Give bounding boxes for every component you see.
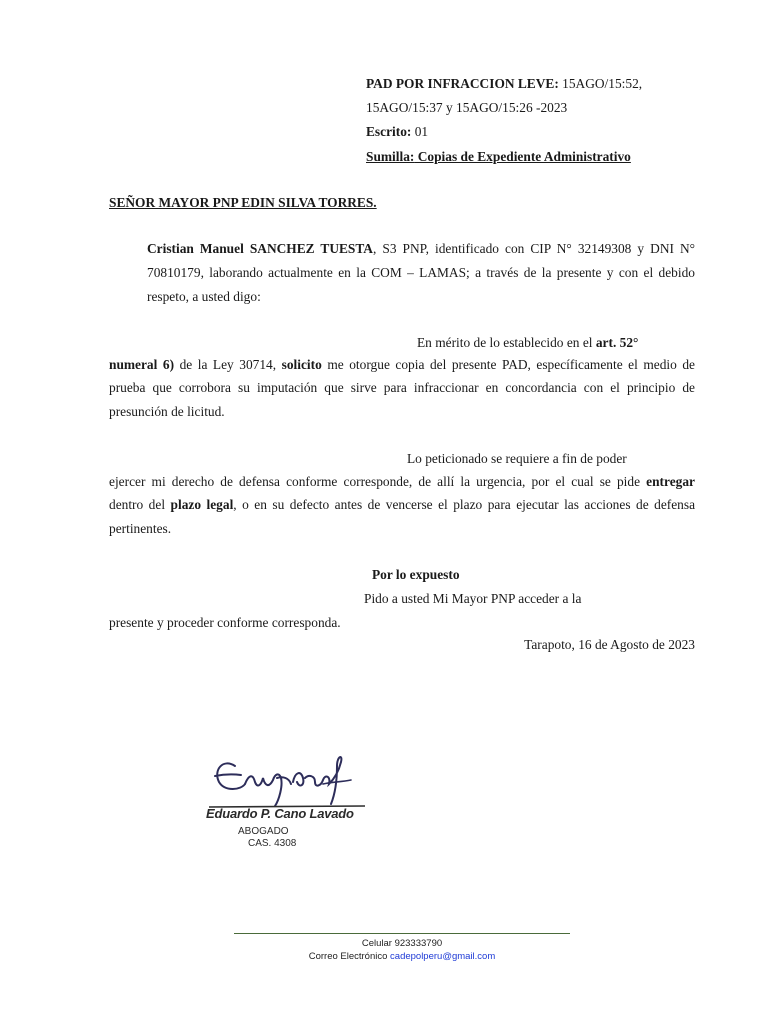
recipient-heading [109,195,377,211]
escrito-value: 01 [411,124,429,139]
author-last-name: SANCHEZ TUESTA [243,241,373,256]
footer-email-label: Correo Electrónico [308,951,391,962]
signer-name: Eduardo P. Cano Lavado [206,806,354,821]
plazo-legal: plazo legal [170,497,234,512]
pad-label: PAD POR INFRACCION LEVE: [366,76,559,91]
recipient-text: SEÑOR MAYOR PNP EDIN SILVA TORRES. [109,195,377,210]
escrito-line [366,124,428,140]
request-line-3: prueba que corrobora su imputación que sirve para infraccionar en concordancia con el principio de [109,380,695,395]
intro-line-2: 70810179, laborando actualmente en la COM – LAMAS; a través de la presente y con el debido [147,265,695,280]
urgency-line-3 [109,497,695,513]
pad-dates: 15AGO/15:52, [558,76,643,91]
urgency-line-3-pre: dentro del [109,497,171,512]
escrito-label: Escrito: [366,124,412,139]
numeral-reference: numeral 6) [109,357,175,372]
urgency-line-2 [109,474,695,490]
article-reference: art. 52° [595,335,639,350]
author-first-name: Cristian Manuel [147,241,244,256]
request-line-1 [417,335,638,351]
sumilla-line [366,149,631,165]
footer-email-link[interactable]: cadepolperu@gmail.com [390,951,496,962]
entregar-word: entregar [646,474,695,489]
urgency-line-3-text: , o en su defecto antes de vencerse el plazo para ejecutar las acciones de defensa [233,497,696,512]
request-line-2-text: me otorgue copia del presente PAD, específicamente el medio de [321,357,696,372]
request-line-2 [109,357,695,373]
signer-title: ABOGADO [238,826,289,837]
urgency-line-2-text: ejercer mi derecho de defensa conforme corresponde, de allí la urgencia, por el cual se pide [109,474,647,489]
footer-contact [234,937,570,963]
urgency-line-4: pertinentes. [109,521,172,536]
urgency-line-1: Lo peticionado se requiere a fin de poder [407,451,627,466]
closing-line-2: presente y proceder conforme corresponda. [109,615,341,630]
closing-heading [372,567,460,583]
closing-line-1: Pido a usted Mi Mayor PNP acceder a la [364,591,582,606]
closing-heading-text: Por lo expuesto [372,567,460,582]
intro-line-1 [147,241,695,257]
footer-email-line [234,950,570,963]
law-reference: de la Ley 30714, [174,357,282,372]
signer-registration: CAS. 4308 [248,838,297,849]
intro-line-1-text: , S3 PNP, identificado con CIP N° 32149308 y DNI N° [372,241,696,256]
footer-phone: Celular 923333790 [361,938,443,949]
sumilla-value: Copias de Expediente Administrativo [414,149,631,164]
footer-divider [234,933,570,934]
request-line-4: presunción de licitud. [109,404,225,419]
place-and-date: Tarapoto, 16 de Agosto de 2023 [524,637,695,652]
sumilla-label: Sumilla: [366,149,415,164]
handwritten-signature [205,748,370,810]
pad-reference [366,76,696,92]
pad-dates-continued: 15AGO/15:37 y 15AGO/15:26 -2023 [366,100,568,115]
intro-line-3: respeto, a usted digo: [147,289,261,304]
solicito-word: solicito [281,357,322,372]
request-line-1-text: En mérito de lo establecido en el [417,335,596,350]
